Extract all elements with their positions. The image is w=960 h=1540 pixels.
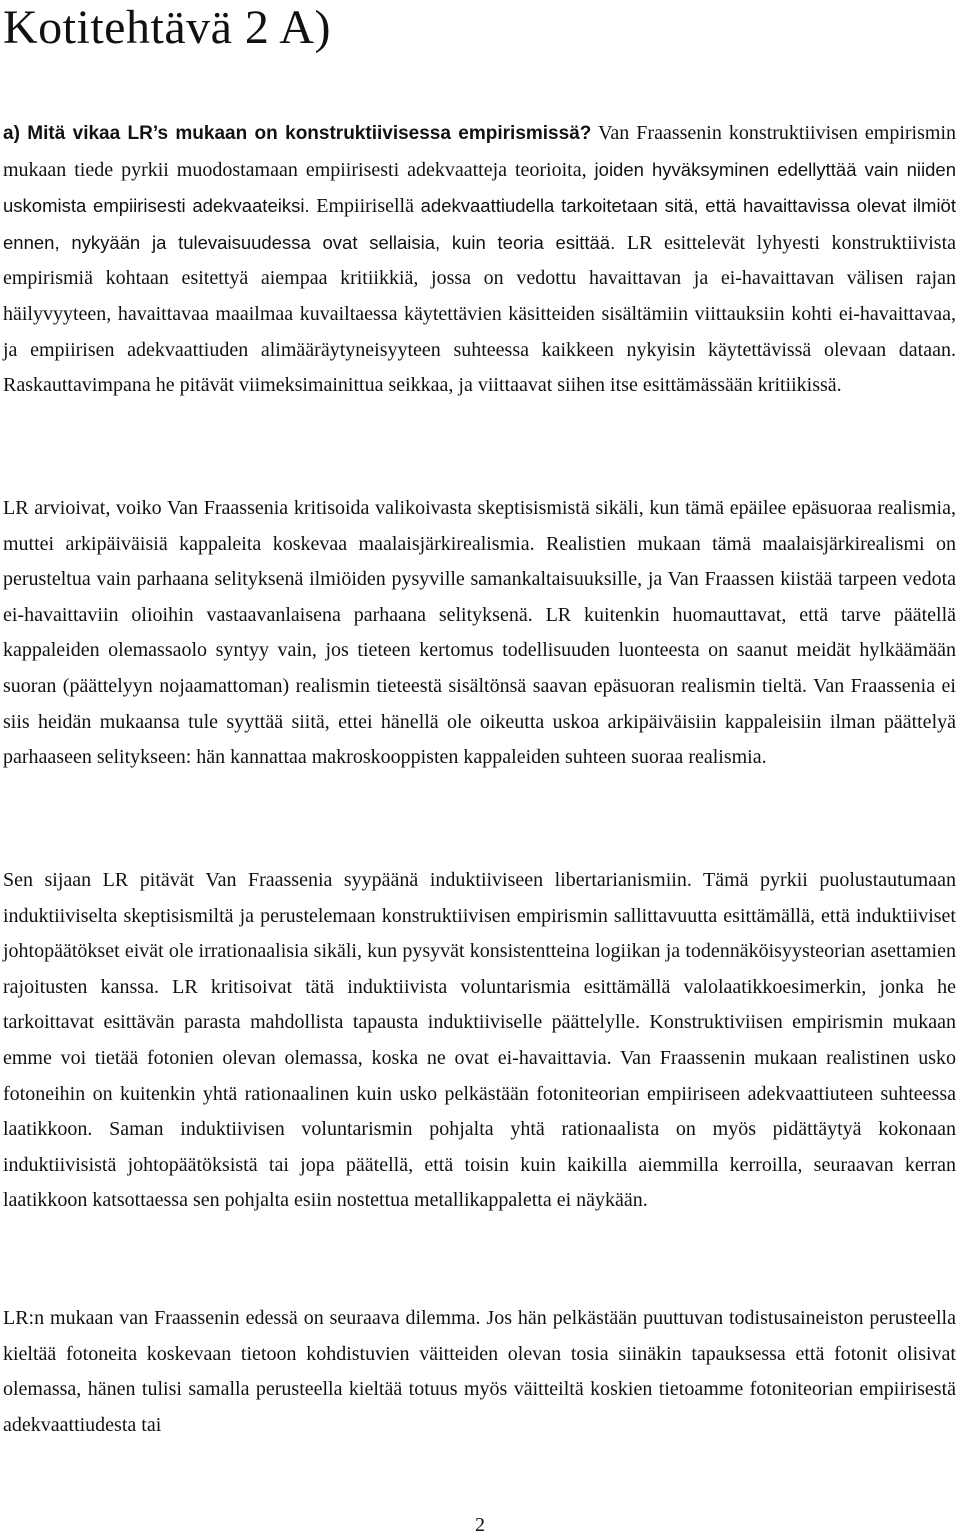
paragraph-2: LR arvioivat, voiko Van Fraassenia kritisoida valikoivasta skeptisismistä sikäli, kun tämä epäilee epäsuoraa realismia, muttei arkipäiväisiä kappaleita koskevaa maalaisjärkirealismia. Realistien mukaan tämä maalaisjärkirealismi on perusteltua vain parhaana selityksenä ilmiöiden pysyville samankaltaisuuksille, ja Van Fraassen kiistää tarpeen vedota ei-havaittaviin olioihin vastaavanlaisena parhaana selityksenä. LR kuitenkin huomauttavat, että tarve päätellä kappaleiden olemassaolo syntyy vain, jos tieteen kertomus todellisuuden luonteesta on saanut meidät hylkäämään suoran (päättelyyn nojaamattoman) realismin tieteestä sisältönsä saavan epäsuoran realismin tieltä. Van Fraassenia ei siis heidän mukaansa tule syyttää siitä, ettei hänellä ole oikeutta uskoa arkipäiväisiin kappaleisiin ilman päättelyä parhaaseen selitykseen: hän kannattaa makroskooppisten kappaleiden suhteen suoraa realismia. bbox=[3, 497, 956, 769]
paragraph-1-text-a: Van Fraassenin konstruktiivisen empirismin mukaan tiede pyrkii muodostamaan empiirisesti adekvaatteja teorioita, bbox=[3, 122, 957, 181]
paragraph-1-text-e: LR esittelevät lyhyesti konstruktiivista empirismiä kohtaan esitettyä aiempaa kritiikkiä, jossa on vedottu havaittavan ja ei-havaittavan välisen rajan häilyvyyteen, havaittavaa maailmaa kuvailtaessa käytettävien käsitteiden sisältämiin viittauksiin kohti ei-havaittavaa, ja empiirisen adekvaattiuden alimääräytyneisyyteen suhteessa kaikkeen nykyisin käytettävissä olevaan dataan. Raskauttavimpana he pitävät viimeksimainittua seikkaa, ja viittaavat siihen itse esittämässään kritiikissä. bbox=[3, 231, 956, 397]
page-title: Kotitehtävä 2 A) bbox=[3, 1, 331, 54]
paragraph-1-text-b: joiden hyväksyminen edellyttää vain niiden uskomista empiirisesti adekvaateiksi. bbox=[3, 158, 956, 217]
paragraph-4: LR:n mukaan van Fraassenin edessä on seuraava dilemma. Jos hän pelkästään puuttuvan todistusaineiston perusteella kieltää fotoneita koskevaan tietoon kohdistuvien väitteiden olevan tosia siinäkin tapauksessa että fotonit olisivat olemassa, hänen tulisi samalla perusteella kieltää totuus myös väitteiltä koskien tietoamme fotoniteorian empiirisestä adekvaattiudesta tai bbox=[3, 1307, 956, 1436]
question-label: a) Mitä vikaa LR’s mukaan on konstruktiivisessa empirismissä? bbox=[3, 123, 592, 144]
paragraph-3: Sen sijaan LR pitävät Van Fraassenia syypäänä induktiiviseen libertarianismiin. Tämä pyrkii puolustautumaan induktiiviselta skeptisismiltä ja perustelemaan konstruktiivisen empirismin sallittavuutta esittämällä, että induktiiviset johtopäätökset eivät ole irrationaalisia sikäli, kun pysyvät konsistentteina logiikan ja todennäköisyysteorian asettamien rajoitusten kanssa. LR kritisoivat tätä induktiivista voluntarismia esittämällä valolaatikkoesimerkin, jonka he tarkoittavat esittävän parasta mahdollista tapausta induktiiviselle päättelylle. Konstruktiviisen empirismin mukaan emme voi tietää fotonien olevan olemassa, koska ne ovat ei-havaittavia. Van Fraassenin mukaan realistinen usko fotoneihin on kuitenkin yhtä rationaalinen kuin usko pelkästään fotoniteorian empiiriseen adekvaattiuteen suhteessa laatikkoon. Saman induktiivisen voluntarismin pohjalta yhtä rationaalista on myös pidättäytyä kokonaan induktiivisistä johtopäätöksistä tai jopa päätellä, että toisin kuin kaikilla aiemmilla kerroilla, seuraavan kerran laatikkoon katsottaessa sen pohjalta esiin nostettua metallikappaletta ei näykään. bbox=[3, 869, 956, 1212]
page-number: 2 bbox=[475, 1514, 485, 1536]
paragraph-1 bbox=[3, 116, 956, 404]
paragraph-1-text-d: adekvaattiudella tarkoitetaan sitä, että havaittavissa olevat ilmiöt ennen, nykyään ja tulevaisuudessa ovat sellaisia, kuin teoria esittää. bbox=[3, 195, 956, 253]
paragraph-1-text-c: Empiirisellä bbox=[309, 195, 421, 218]
